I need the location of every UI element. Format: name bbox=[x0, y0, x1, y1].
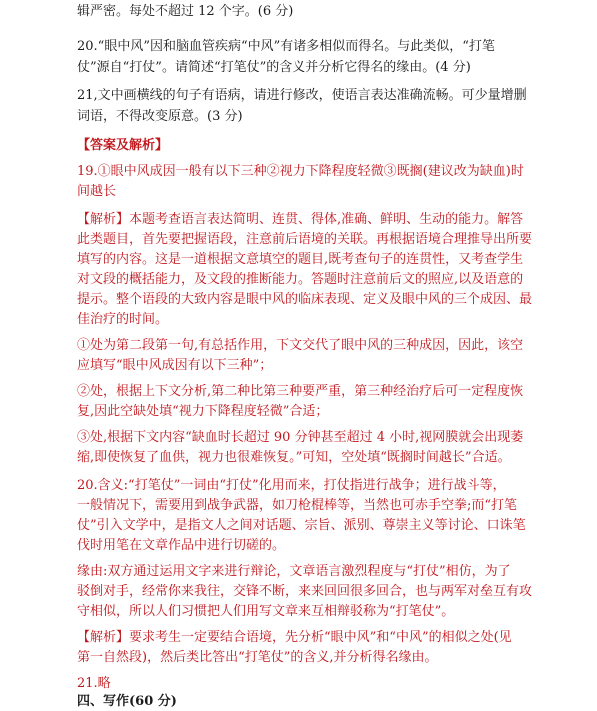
analysis-point-2: 复,因此空缺处填“视力下降程度轻微”合适； bbox=[77, 404, 329, 419]
question-21-line: 21,文中画横线的句子有语病，请进行修改，使语言表达准确流畅。可少量增删 bbox=[77, 88, 527, 103]
answer-20-analysis: 【解析】要求考生一定要结合语境，先分析“眼中风”和“中风”的相似之处(见 bbox=[77, 630, 512, 645]
text-line: 辑严密。每处不超过 12 个字。(6 分) bbox=[77, 4, 294, 19]
answer-heading: 【答案及解析】 bbox=[77, 138, 169, 153]
answer-20-reason: 缘由:双方通过运用文字来进行辩论，文章语言激烈程度与“打仗”相仿，为了 bbox=[77, 564, 511, 579]
answer-21: 21.略 bbox=[77, 676, 111, 691]
answer-20-meaning: 20.含义:“打笔仗”一词由“打仗”化用而来，打仗指进行战争；进行战斗等， bbox=[77, 478, 506, 493]
question-20-line: 20.“眼中风”因和脑血管疾病“中风”有诸多相似而得名。与此类似，“打笔 bbox=[77, 39, 495, 54]
analysis-point-3: 缩,即使恢复了血供，视力也很难恢复。”可知，空处填“既搁时间越长”合适。 bbox=[77, 450, 511, 465]
question-21-line: 词语，不得改变原意。(3 分) bbox=[77, 109, 243, 124]
answer-20-meaning: 一般情况下，需要用到战争武器，如刀枪棍棒等，当然也可赤手空拳;而“打笔 bbox=[77, 498, 518, 513]
question-20-line: 仗”源自“打仗”。请简述“打笔仗”的含义并分析它得名的缘由。(4 分) bbox=[77, 60, 471, 75]
analysis-line: 此类题目，首先要把握语段，注意前后语境的关联。再根据语境合理推导出所要 bbox=[77, 232, 533, 247]
writing-section-heading: 四、写作(60 分) bbox=[77, 694, 177, 709]
answer-20-meaning: 伐时用笔在文章作品中进行切磋的。 bbox=[77, 538, 286, 553]
analysis-line: 对文段的概括能力，及文段的推断能力。答题时注意前后文的照应,以及语意的 bbox=[77, 272, 524, 287]
analysis-point-3: ③处,根据下文内容“缺血时长超过 90 分钟甚至超过 4 小时,视网膜就会出现萎 bbox=[77, 430, 524, 445]
answer-19-line: 间越长 bbox=[77, 184, 117, 199]
analysis-line: 【解析】本题考查语言表达简明、连贯、得体,准确、鲜明、生动的能力。解答 bbox=[77, 212, 524, 227]
analysis-point-2: ②处，根据上下文分析,第二种比第三种要严重，第三种经治疗后可一定程度恢 bbox=[77, 384, 524, 399]
answer-20-reason: 守相似，所以人们习惯把人们用写文章来互相辩驳称为“打笔仗”。 bbox=[77, 604, 455, 619]
answer-20-reason: 驳倒对手，经常你来我往，交锋不断，来来回回很多回合，也与两军对垒互有攻 bbox=[77, 584, 533, 599]
answer-19-line: 19.①眼中风成因一般有以下三种②视力下降程度轻微③既搁(建议改为缺血)时 bbox=[77, 164, 524, 179]
analysis-point-1: 应填写“眼中风成因有以下三种”； bbox=[77, 358, 273, 373]
answer-20-meaning: 仗”引入文学中，是指文人之间对话题、宗旨、派别、尊崇主义等讨论、口诛笔 bbox=[77, 518, 526, 533]
analysis-line: 提示。整个语段的大致内容是眼中风的临床表现、定义及眼中风的三个成因、最 bbox=[77, 292, 533, 307]
analysis-line: 佳治疗的时间。 bbox=[77, 312, 169, 327]
analysis-line: 填写的内容。这是一道根据文意填空的题目,既考查句子的连贯性，又考查学生 bbox=[77, 252, 524, 267]
answer-20-analysis: 第一自然段)，然后类比答出“打笔仗”的含义,并分析得名缘由。 bbox=[77, 650, 438, 665]
analysis-point-1: ①处为第二段第一句,有总括作用，下文交代了眼中风的三种成因，因此，该空 bbox=[77, 338, 524, 353]
